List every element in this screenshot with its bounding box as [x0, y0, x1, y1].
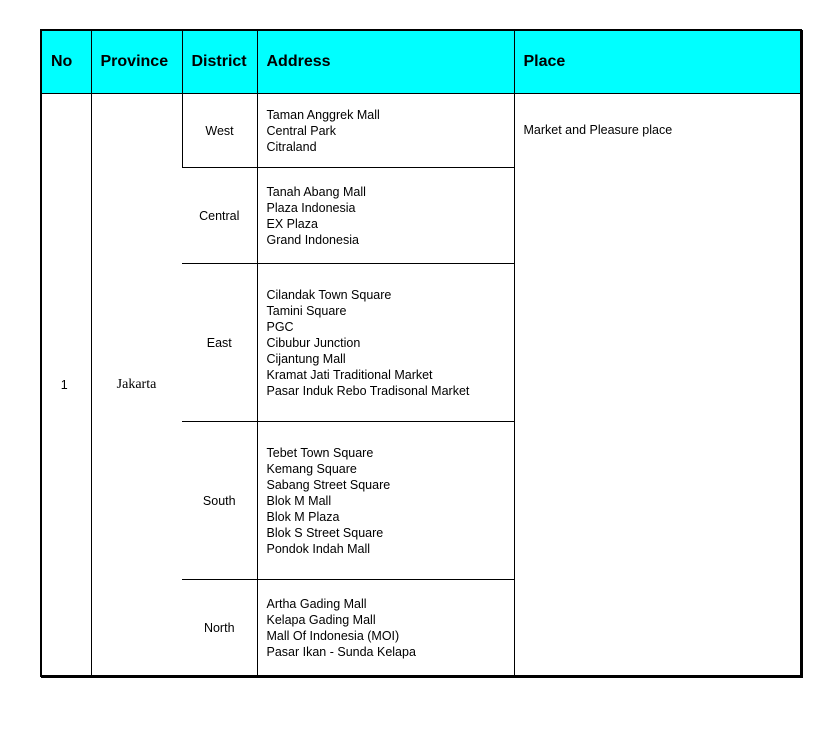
header-no: No: [42, 31, 91, 94]
header-place: Place: [514, 31, 800, 94]
address-line: Artha Gading Mall: [266, 596, 367, 611]
address-line: Cijantung Mall: [266, 351, 346, 366]
header-province: Province: [91, 31, 182, 94]
address-line: PGC: [266, 319, 294, 334]
header-address: Address: [257, 31, 514, 94]
cell-address-west: [257, 94, 514, 168]
address-line: Tebet Town Square: [266, 445, 374, 460]
address-line: Pondok Indah Mall: [266, 541, 371, 556]
address-line: Taman Anggrek Mall: [266, 107, 380, 122]
cell-district-north: North: [203, 620, 235, 635]
address-line: Cilandak Town Square: [266, 287, 392, 302]
address-line: Cibubur Junction: [266, 335, 361, 350]
address-line: Sabang Street Square: [266, 477, 391, 492]
address-line: Pasar Ikan - Sunda Kelapa: [266, 644, 416, 659]
address-line: Tanah Abang Mall: [266, 184, 366, 199]
address-line: Grand Indonesia: [266, 232, 359, 247]
address-line: Plaza Indonesia: [266, 200, 356, 215]
table-row-west: [42, 94, 800, 168]
address-line: EX Plaza: [266, 216, 318, 231]
cell-district-central: Central: [182, 168, 257, 264]
mall-table-container: [40, 29, 802, 677]
address-line: Kemang Square: [266, 461, 357, 476]
cell-district-south: South: [182, 422, 257, 580]
address-line: Citraland: [266, 139, 317, 154]
cell-no: 1: [60, 377, 68, 392]
address-line: Blok M Plaza: [266, 509, 340, 524]
cell-address-central: [257, 168, 514, 264]
address-line: Mall Of Indonesia (MOI): [266, 628, 400, 643]
header-district: District: [182, 31, 257, 94]
address-line: Blok S Street Square: [266, 525, 384, 540]
cell-address-east: [257, 264, 514, 422]
cell-place: Market and Pleasure place: [514, 94, 800, 676]
address-line: Kelapa Gading Mall: [266, 612, 376, 627]
cell-district-west: West: [182, 94, 257, 168]
address-line: Tamini Square: [266, 303, 347, 318]
cell-district-east: East: [182, 264, 257, 422]
header-row: [42, 31, 800, 94]
cell-address-south: [257, 422, 514, 580]
cell-province: Jakarta: [91, 94, 182, 676]
address-line: Pasar Induk Rebo Tradisonal Market: [266, 383, 470, 398]
address-line: Kramat Jati Traditional Market: [266, 367, 433, 382]
address-line: Central Park: [266, 123, 336, 138]
mall-table: [42, 31, 800, 675]
cell-address-north: [257, 580, 514, 676]
address-line: Blok M Mall: [266, 493, 332, 508]
